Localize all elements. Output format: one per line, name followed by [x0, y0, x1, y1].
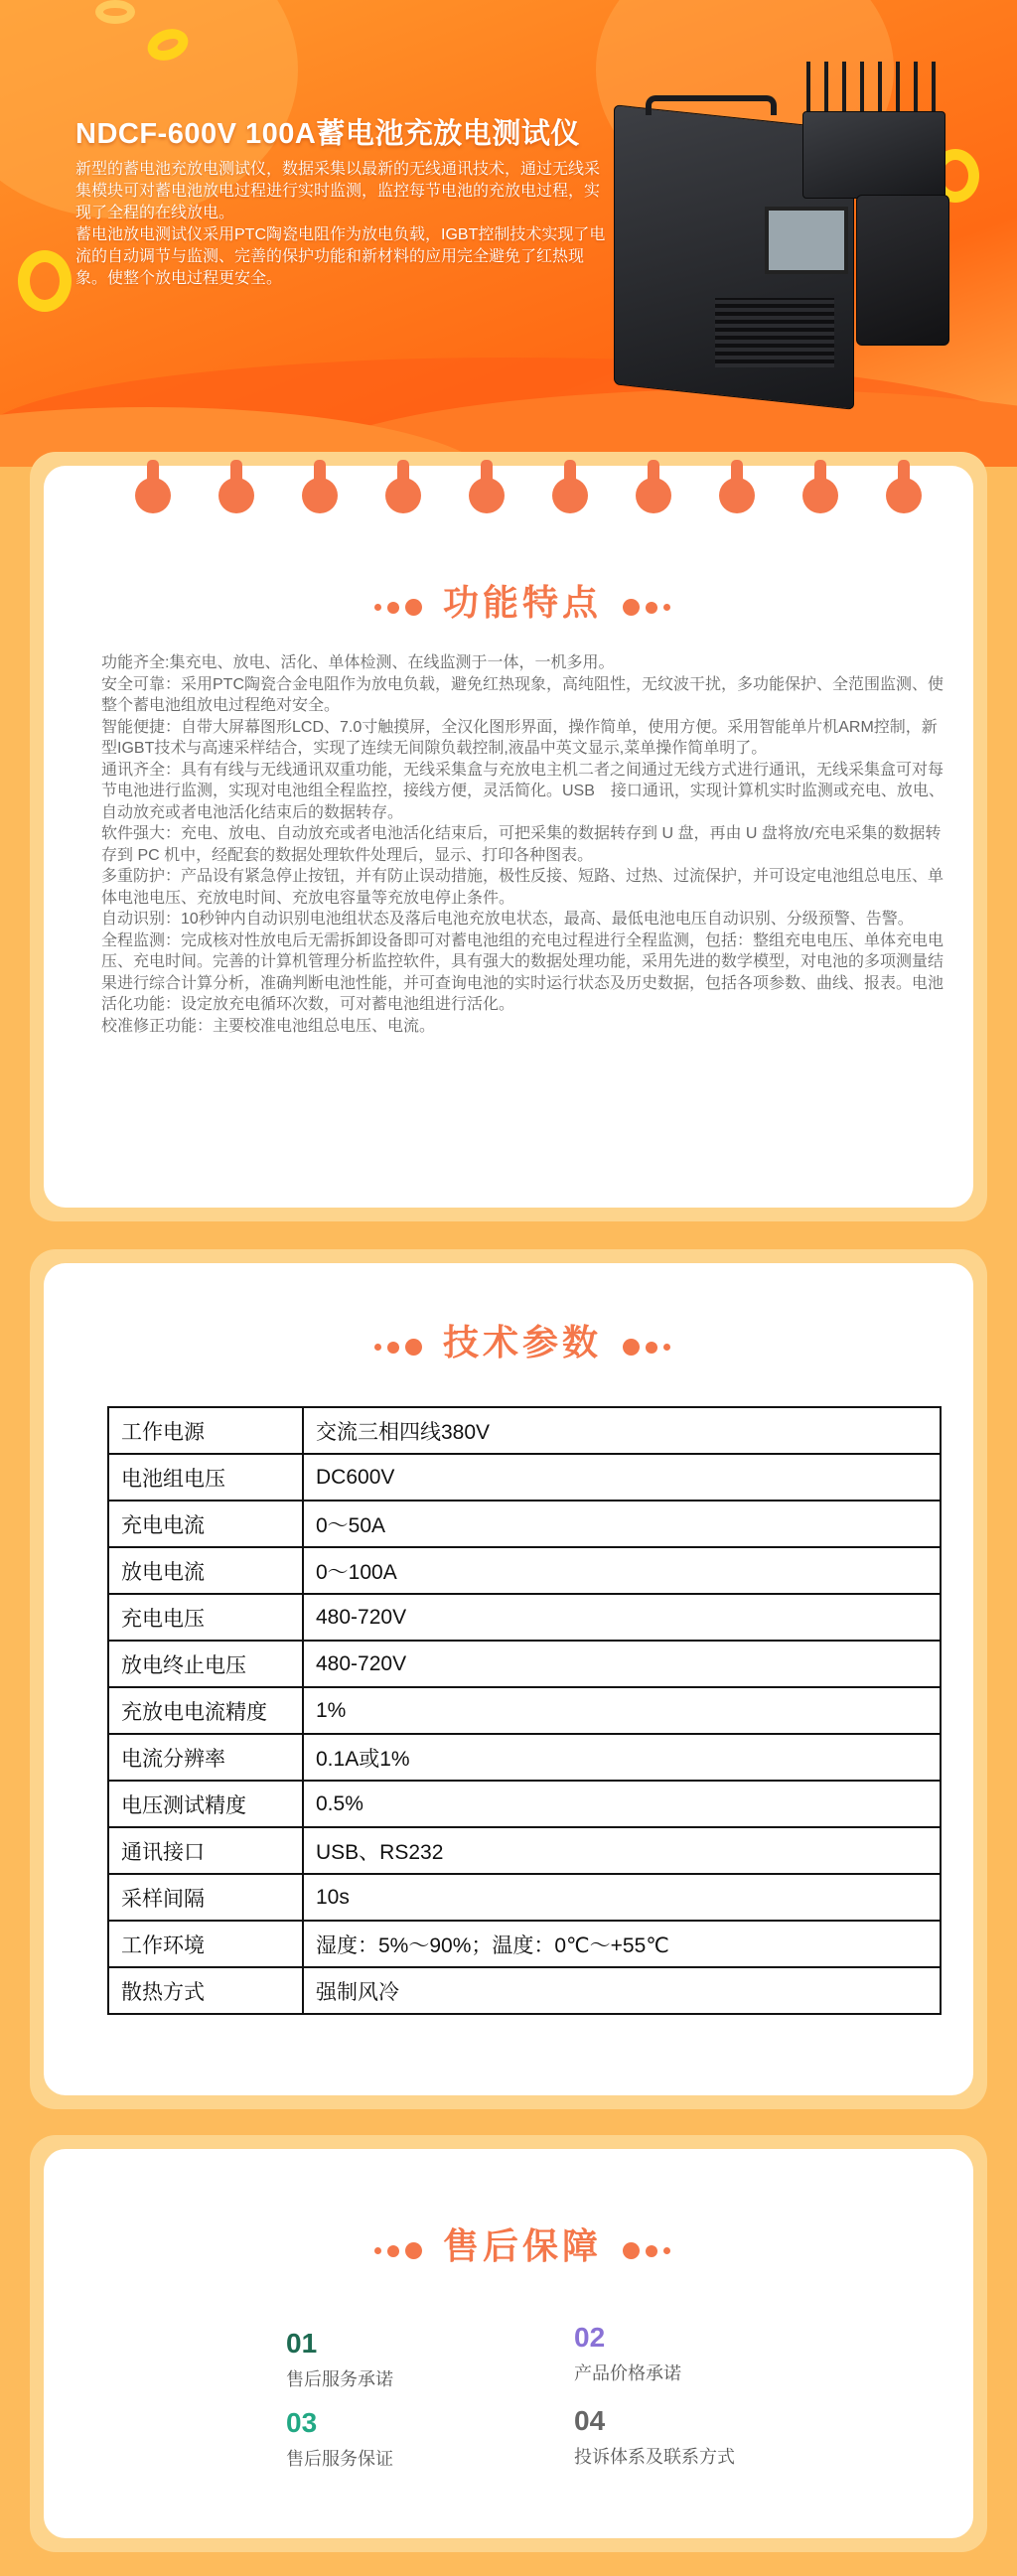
spec-key: 充电电流: [108, 1501, 303, 1547]
after-sale-label: 售后服务保证: [286, 2449, 393, 2469]
after-sale-number: 01: [286, 2328, 318, 2359]
feature-paragraph: 安全可靠：采用PTC陶瓷合金电阻作为放电负载，避免红热现象，高纯阻性，无纹波干扰，多功能保护、全范围监测、使整个蓄电池组放电过程绝对安全。: [101, 675, 944, 714]
features-heading: [44, 575, 1001, 626]
spec-value: 480-720V: [303, 1641, 941, 1687]
after-sale-card: [44, 2149, 973, 2538]
binder-peg: [731, 460, 743, 486]
antenna-array: [806, 62, 945, 111]
feature-paragraph: 软件强大：充电、放电、自动放充或者电池活化结束后，可把采集的数据转存到 U 盘，再由 U 盘将放/充电采集的数据转存到 PC 机中，经配套的数据处理软件处理后，显示、打印各种图表。: [101, 825, 942, 864]
table-row: [108, 1781, 941, 1827]
spec-key: 充放电电流精度: [108, 1687, 303, 1734]
hero-banner: [0, 0, 1017, 467]
hero-desc-paragraph: 新型的蓄电池充放电测试仪，数据采集以最新的无线通讯技术，通过无线采集模块可对蓄电池放电过程进行实时监测，监控每节电池的充放电过程，实现了全程的在线放电。: [75, 161, 601, 221]
feature-paragraph: 智能便捷：自带大屏幕图形LCD、7.0寸触摸屏，全汉化图形界面，操作简单，使用方便。采用智能单片机ARM控制，新型IGBT技术与高速采样结合，实现了连续无间隙负载控制,液晶中英文显示,菜单操作简单明了。: [101, 718, 938, 757]
spec-key: 工作环境: [108, 1921, 303, 1967]
specs-table: [107, 1406, 942, 2015]
after-sale-item[interactable]: [574, 2405, 735, 2469]
features-list: [101, 652, 945, 1037]
spec-value: 480-720V: [303, 1594, 941, 1641]
table-row: [108, 1501, 941, 1547]
binder-peg: [898, 460, 910, 486]
spec-key: 充电电压: [108, 1594, 303, 1641]
spec-value: DC600V: [303, 1454, 941, 1501]
heading-dots-left: [371, 584, 425, 626]
spec-value: 湿度：5%～90%；温度：0℃～+55℃: [303, 1921, 941, 1967]
spec-key: 电池组电压: [108, 1454, 303, 1501]
after-sale-item[interactable]: [286, 2407, 393, 2471]
table-row: [108, 1734, 941, 1781]
spec-key: 电流分辨率: [108, 1734, 303, 1781]
after-sale-label: 产品价格承诺: [574, 2363, 681, 2383]
table-row: [108, 1827, 941, 1874]
hero-desc-paragraph: 蓄电池放电测试仪采用PTC陶瓷电阻作为放电负载，IGBT控制技术实现了电流的自动调节与监测、完善的保护功能和新材料的应用完全避免了红热现象。使整个放电过程更安全。: [75, 226, 606, 287]
feature-paragraph: 自动识别：10秒钟内自动识别电池组状态及落后电池充放电状态，最高、最低电池电压自动识别、分级预警、告警。: [101, 911, 914, 928]
hero-description: [75, 159, 612, 290]
specs-heading: [44, 1315, 1001, 1365]
heading-dots-right: [620, 1324, 673, 1365]
gold-ring-decoration: [95, 0, 135, 24]
table-row: [108, 1407, 941, 1454]
spec-value: 0～100A: [303, 1547, 941, 1594]
device-screen: [765, 207, 848, 274]
specs-card: [44, 1263, 973, 2095]
table-row: [108, 1687, 941, 1734]
feature-paragraph: 校准修正功能：主要校准电池组总电压、电流。: [101, 1017, 436, 1035]
spec-value: 0.1A或1%: [303, 1734, 941, 1781]
after-sale-item[interactable]: [286, 2328, 393, 2391]
binder-peg: [397, 460, 409, 486]
binder-peg: [147, 460, 159, 486]
after-sale-number: 03: [286, 2407, 318, 2438]
feature-paragraph: 全程监测：完成核对性放电后无需拆卸设备即可对蓄电池组的充电过程进行全程监测，包括：整组充电电压、单体充电电压、充电时间。完善的计算机管理分析监控软件，具有强大的数据处理功能，采用先进的数学模型，对电池的多项测量结果进行综合计算分析，准确判断电池性能，并可查询电池的实时运行状态及历史数据，包括各项参数、曲线、报表。电池活化功能：设定放充电循环次数，可对蓄电池组进行活化。: [101, 931, 944, 1013]
binder-peg: [564, 460, 576, 486]
spec-key: 放电终止电压: [108, 1641, 303, 1687]
after-sale-label: 售后服务承诺: [286, 2369, 393, 2389]
after-sale-item[interactable]: [574, 2322, 681, 2385]
after-sale-label: 投诉体系及联系方式: [574, 2447, 735, 2467]
heading-dots-left: [371, 2227, 425, 2269]
spec-value: 10s: [303, 1874, 941, 1921]
after-sale-number: 04: [574, 2405, 606, 2436]
after-sale-number: 02: [574, 2322, 606, 2353]
features-title: 功能特点: [442, 582, 602, 623]
table-row: [108, 1641, 941, 1687]
spec-key: 电压测试精度: [108, 1781, 303, 1827]
spec-value: 0.5%: [303, 1781, 941, 1827]
features-card: [44, 466, 973, 1208]
after-sale-section: [30, 2135, 987, 2552]
binder-peg: [648, 460, 659, 486]
table-row: [108, 1874, 941, 1921]
device-handle: [646, 95, 777, 115]
after-sale-heading: [44, 2218, 1001, 2269]
binder-peg: [314, 460, 326, 486]
heading-dots-right: [620, 2227, 673, 2269]
table-row: [108, 1921, 941, 1967]
device-vent: [715, 298, 834, 367]
spec-value: 强制风冷: [303, 1967, 941, 2014]
spec-key: 采样间隔: [108, 1874, 303, 1921]
table-row: [108, 1967, 941, 2014]
gold-ring-decoration: [18, 250, 72, 312]
heading-dots-right: [620, 584, 673, 626]
spec-key: 工作电源: [108, 1407, 303, 1454]
feature-paragraph: 多重防护：产品设有紧急停止按钮，并有防止误动措施，极性反接、短路、过热、过流保护，并可设定电池组总电压、单体电池电压、充放电时间、充放电容量等充放电停止条件。: [101, 868, 944, 907]
collector-modules: [802, 111, 945, 199]
spec-key: 通讯接口: [108, 1827, 303, 1874]
heading-dots-left: [371, 1324, 425, 1365]
feature-paragraph: 通讯齐全：具有有线与无线通讯双重功能，无线采集盒与充放电主机二者之间通过无线方式进行通讯，无线采集盒可对每节电池进行监测，实现对电池组全程监控，接线方便，灵活简化。USB 接口通讯，实现计算机实时监测或充电、放电、自动放充或者电池活化结束后的数据转存。: [101, 761, 944, 821]
binder-peg: [230, 460, 242, 486]
features-section: [30, 452, 987, 1221]
spec-value: USB、RS232: [303, 1827, 941, 1874]
binder-pegs: [44, 460, 1001, 519]
table-row: [108, 1454, 941, 1501]
specs-section: [30, 1249, 987, 2109]
hero-title: NDCF-600V 100A蓄电池充放电测试仪: [75, 118, 580, 150]
device-case: [856, 195, 949, 346]
binder-peg: [481, 460, 493, 486]
table-row: [108, 1547, 941, 1594]
table-row: [108, 1594, 941, 1641]
spec-value: 0～50A: [303, 1501, 941, 1547]
spec-key: 散热方式: [108, 1967, 303, 2014]
spec-key: 放电电流: [108, 1547, 303, 1594]
binder-peg: [814, 460, 826, 486]
spec-value: 1%: [303, 1687, 941, 1734]
after-sale-title: 售后保障: [442, 2225, 602, 2266]
feature-paragraph: 功能齐全:集充电、放电、活化、单体检测、在线监测于一体，一机多用。: [101, 654, 615, 671]
specs-title: 技术参数: [442, 1322, 602, 1362]
spec-value: 交流三相四线380V: [303, 1407, 941, 1454]
